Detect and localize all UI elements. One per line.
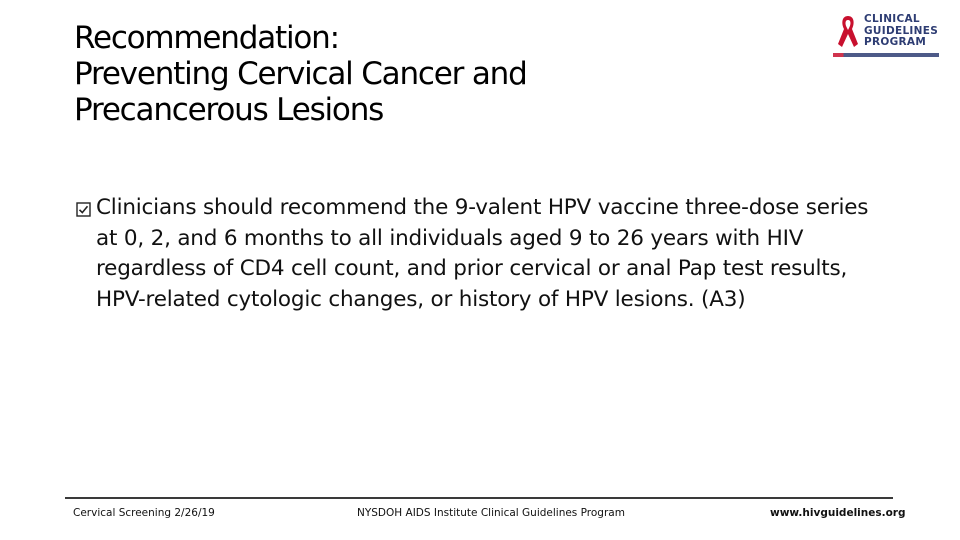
recommendation-text: Clinicians should recommend the 9-valent HPV vaccine three-dose series at 0, 2, and 6 months to all individuals aged 9 to 26 years with HIV regardless of CD4 cell count, and prior cervical or anal Pap test results, HPV-related cytologic changes, or history of HPV lesions. (A3)	[96, 195, 869, 312]
footer-center-text: NYSDOH AIDS Institute Clinical Guidelines Program	[357, 507, 625, 519]
red-ribbon-icon	[835, 14, 861, 54]
logo-line-1: CLINICAL	[864, 13, 920, 25]
footer-website-link[interactable]: www.hivguidelines.org	[770, 507, 906, 519]
logo-tagline-bar	[833, 53, 939, 57]
recommendation-bullet	[76, 193, 896, 315]
logo-line-2: GUIDELINES	[864, 24, 939, 37]
clinical-guidelines-program-logo	[829, 11, 941, 59]
title-line-3: Precancerous Lesions	[74, 92, 384, 128]
slide-title	[74, 20, 714, 128]
checkbox-checked-icon	[76, 202, 91, 217]
footer-left-text: Cervical Screening 2/26/19	[73, 507, 215, 519]
logo-line-3: PROGRAM	[864, 36, 927, 48]
logo-wordmark	[864, 14, 938, 49]
title-line-1: Recommendation:	[74, 20, 339, 56]
footer-divider	[65, 497, 893, 499]
title-line-2: Preventing Cervical Cancer and	[74, 56, 527, 92]
